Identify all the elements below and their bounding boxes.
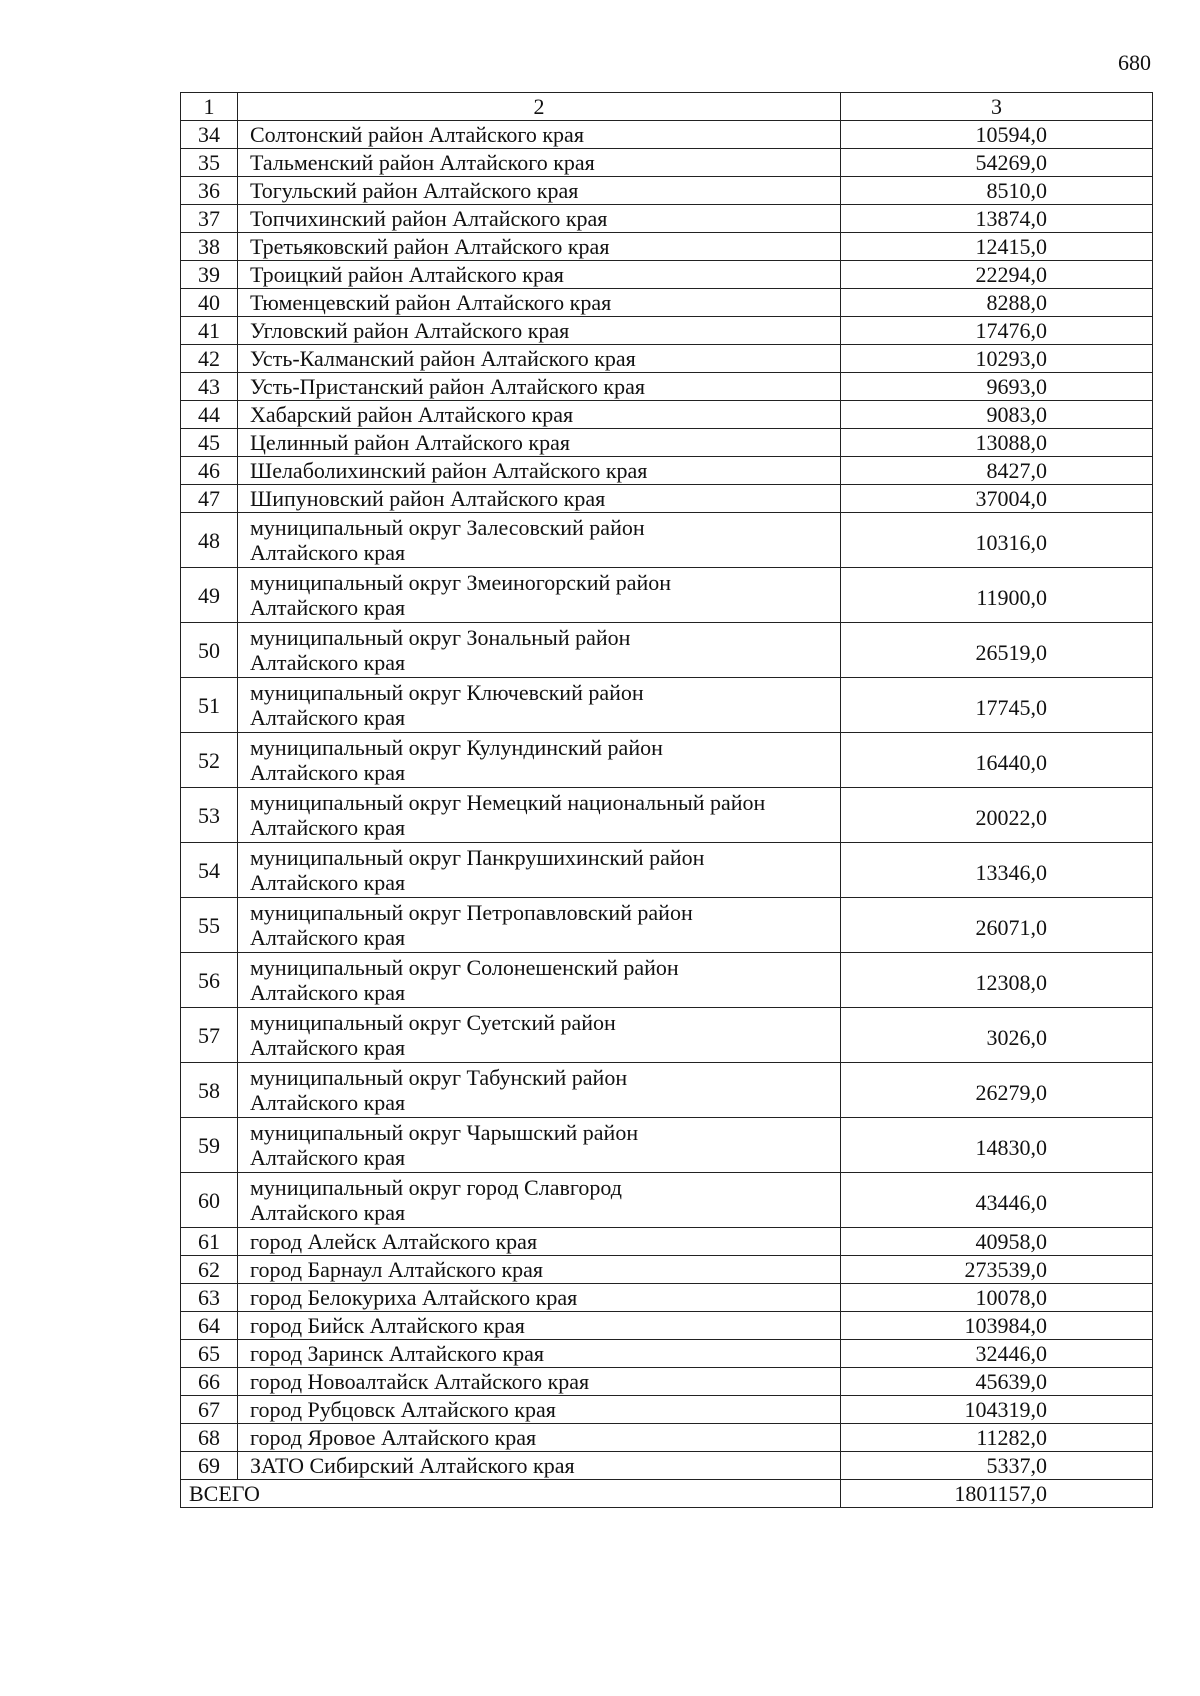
row-value: 10594,0 <box>841 121 1153 149</box>
row-name-line2: Алтайского края <box>250 540 406 565</box>
row-value: 3026,0 <box>841 1008 1153 1063</box>
row-number: 54 <box>181 843 238 898</box>
row-value: 13874,0 <box>841 205 1153 233</box>
row-name-line1: муниципальный округ Залесовский район <box>250 515 645 540</box>
table-row <box>181 149 1153 177</box>
row-name: город Заринск Алтайского края <box>238 1340 841 1368</box>
table-header-row <box>181 93 1153 121</box>
row-value: 45639,0 <box>841 1368 1153 1396</box>
row-number: 42 <box>181 345 238 373</box>
row-value: 9083,0 <box>841 401 1153 429</box>
row-name <box>238 1118 841 1173</box>
row-number: 64 <box>181 1312 238 1340</box>
table-row <box>181 898 1153 953</box>
table-row <box>181 1424 1153 1452</box>
row-name-line2: Алтайского края <box>250 1035 406 1060</box>
row-number: 51 <box>181 678 238 733</box>
row-number: 39 <box>181 261 238 289</box>
row-name: Угловский район Алтайского края <box>238 317 841 345</box>
row-number: 37 <box>181 205 238 233</box>
row-name <box>238 1008 841 1063</box>
row-name-line1: муниципальный округ Панкрушихинский район <box>250 845 705 870</box>
row-name: Троицкий район Алтайского края <box>238 261 841 289</box>
table-row <box>181 345 1153 373</box>
row-value: 13088,0 <box>841 429 1153 457</box>
column-header-name: 2 <box>238 93 841 121</box>
row-value: 16440,0 <box>841 733 1153 788</box>
row-name-line2: Алтайского края <box>250 650 406 675</box>
table-row <box>181 233 1153 261</box>
row-value: 40958,0 <box>841 1228 1153 1256</box>
table-row <box>181 485 1153 513</box>
row-name: Солтонский район Алтайского края <box>238 121 841 149</box>
row-name <box>238 788 841 843</box>
row-value: 37004,0 <box>841 485 1153 513</box>
row-name <box>238 623 841 678</box>
page-number: 680 <box>1118 50 1151 75</box>
row-value: 20022,0 <box>841 788 1153 843</box>
row-value: 26519,0 <box>841 623 1153 678</box>
row-number: 61 <box>181 1228 238 1256</box>
total-value: 1801157,0 <box>841 1480 1153 1508</box>
row-name: город Алейск Алтайского края <box>238 1228 841 1256</box>
row-value: 11282,0 <box>841 1424 1153 1452</box>
row-name-line1: муниципальный округ Немецкий национальный район <box>250 790 766 815</box>
table-row <box>181 289 1153 317</box>
row-name: Тальменский район Алтайского края <box>238 149 841 177</box>
row-value: 103984,0 <box>841 1312 1153 1340</box>
row-number: 44 <box>181 401 238 429</box>
row-name: Третьяковский район Алтайского края <box>238 233 841 261</box>
row-number: 62 <box>181 1256 238 1284</box>
table-body <box>181 121 1153 1480</box>
row-name: город Яровое Алтайского края <box>238 1424 841 1452</box>
row-name-line2: Алтайского края <box>250 760 406 785</box>
row-number: 40 <box>181 289 238 317</box>
row-name: город Новоалтайск Алтайского края <box>238 1368 841 1396</box>
row-name: Усть-Калманский район Алтайского края <box>238 345 841 373</box>
row-value: 26071,0 <box>841 898 1153 953</box>
row-name-line1: муниципальный округ Петропавловский район <box>250 900 693 925</box>
row-name-line2: Алтайского края <box>250 1145 406 1170</box>
row-value: 104319,0 <box>841 1396 1153 1424</box>
row-name: Топчихинский район Алтайского края <box>238 205 841 233</box>
row-value: 8510,0 <box>841 177 1153 205</box>
row-number: 57 <box>181 1008 238 1063</box>
row-name <box>238 898 841 953</box>
table-row <box>181 788 1153 843</box>
row-value: 12415,0 <box>841 233 1153 261</box>
table-row <box>181 733 1153 788</box>
row-value: 32446,0 <box>841 1340 1153 1368</box>
table-row <box>181 1173 1153 1228</box>
row-name <box>238 513 841 568</box>
data-table <box>180 92 1153 1508</box>
row-name-line2: Алтайского края <box>250 980 406 1005</box>
table-row <box>181 1312 1153 1340</box>
row-value: 12308,0 <box>841 953 1153 1008</box>
row-name: ЗАТО Сибирский Алтайского края <box>238 1452 841 1480</box>
table-row <box>181 1340 1153 1368</box>
row-value: 10078,0 <box>841 1284 1153 1312</box>
row-value: 26279,0 <box>841 1063 1153 1118</box>
row-number: 45 <box>181 429 238 457</box>
row-number: 36 <box>181 177 238 205</box>
row-name: Шипуновский район Алтайского края <box>238 485 841 513</box>
row-number: 41 <box>181 317 238 345</box>
row-value: 10316,0 <box>841 513 1153 568</box>
row-name-line1: муниципальный округ Чарышский район <box>250 1120 639 1145</box>
row-name-line1: муниципальный округ Табунский район <box>250 1065 628 1090</box>
row-value: 13346,0 <box>841 843 1153 898</box>
row-value: 17745,0 <box>841 678 1153 733</box>
table-row <box>181 317 1153 345</box>
row-name-line1: муниципальный округ Ключевский район <box>250 680 644 705</box>
row-value: 11900,0 <box>841 568 1153 623</box>
row-number: 58 <box>181 1063 238 1118</box>
row-number: 65 <box>181 1340 238 1368</box>
table-row <box>181 623 1153 678</box>
row-name: Хабарский район Алтайского края <box>238 401 841 429</box>
table-row <box>181 1118 1153 1173</box>
row-number: 35 <box>181 149 238 177</box>
row-number: 56 <box>181 953 238 1008</box>
total-row <box>181 1480 1153 1508</box>
row-name-line2: Алтайского края <box>250 815 406 840</box>
row-number: 43 <box>181 373 238 401</box>
table-row <box>181 1008 1153 1063</box>
row-name-line2: Алтайского края <box>250 925 406 950</box>
row-number: 48 <box>181 513 238 568</box>
total-label: ВСЕГО <box>181 1480 841 1508</box>
row-name-line2: Алтайского края <box>250 595 406 620</box>
row-name: город Белокуриха Алтайского края <box>238 1284 841 1312</box>
row-value: 273539,0 <box>841 1256 1153 1284</box>
row-name <box>238 568 841 623</box>
table-row <box>181 261 1153 289</box>
row-name-line2: Алтайского края <box>250 1200 406 1225</box>
row-number: 53 <box>181 788 238 843</box>
row-number: 63 <box>181 1284 238 1312</box>
row-number: 60 <box>181 1173 238 1228</box>
row-name-line1: муниципальный округ город Славгород <box>250 1175 622 1200</box>
row-name <box>238 1063 841 1118</box>
row-name <box>238 843 841 898</box>
table-row <box>181 1284 1153 1312</box>
row-name: Шелаболихинский район Алтайского края <box>238 457 841 485</box>
table-row <box>181 1063 1153 1118</box>
row-value: 5337,0 <box>841 1452 1153 1480</box>
row-name: город Бийск Алтайского края <box>238 1312 841 1340</box>
row-number: 46 <box>181 457 238 485</box>
row-name <box>238 733 841 788</box>
table-row <box>181 457 1153 485</box>
row-value: 8288,0 <box>841 289 1153 317</box>
row-name-line1: муниципальный округ Змеиногорский район <box>250 570 672 595</box>
table-row <box>181 121 1153 149</box>
column-header-number: 1 <box>181 93 238 121</box>
row-name-line2: Алтайского края <box>250 870 406 895</box>
row-name <box>238 678 841 733</box>
row-name <box>238 953 841 1008</box>
table-row <box>181 429 1153 457</box>
row-name-line1: муниципальный округ Суетский район <box>250 1010 616 1035</box>
table-row <box>181 678 1153 733</box>
row-value: 8427,0 <box>841 457 1153 485</box>
table-row <box>181 1452 1153 1480</box>
table-row <box>181 1368 1153 1396</box>
row-name-line1: муниципальный округ Солонешенский район <box>250 955 679 980</box>
row-number: 67 <box>181 1396 238 1424</box>
row-number: 55 <box>181 898 238 953</box>
row-name <box>238 1173 841 1228</box>
row-number: 34 <box>181 121 238 149</box>
row-value: 17476,0 <box>841 317 1153 345</box>
table-row <box>181 1228 1153 1256</box>
row-name: Усть-Пристанский район Алтайского края <box>238 373 841 401</box>
table-row <box>181 1396 1153 1424</box>
row-name: город Барнаул Алтайского края <box>238 1256 841 1284</box>
row-number: 66 <box>181 1368 238 1396</box>
row-number: 47 <box>181 485 238 513</box>
row-name: Тогульский район Алтайского края <box>238 177 841 205</box>
row-value: 9693,0 <box>841 373 1153 401</box>
row-number: 59 <box>181 1118 238 1173</box>
row-number: 50 <box>181 623 238 678</box>
table-row <box>181 401 1153 429</box>
column-header-value: 3 <box>841 93 1153 121</box>
row-number: 68 <box>181 1424 238 1452</box>
table-row <box>181 513 1153 568</box>
table-row <box>181 843 1153 898</box>
row-value: 14830,0 <box>841 1118 1153 1173</box>
table-row <box>181 177 1153 205</box>
row-name: город Рубцовск Алтайского края <box>238 1396 841 1424</box>
table-row <box>181 953 1153 1008</box>
table-row <box>181 1256 1153 1284</box>
row-number: 69 <box>181 1452 238 1480</box>
row-name-line2: Алтайского края <box>250 1090 406 1115</box>
row-value: 22294,0 <box>841 261 1153 289</box>
row-value: 54269,0 <box>841 149 1153 177</box>
row-number: 52 <box>181 733 238 788</box>
row-name-line2: Алтайского края <box>250 705 406 730</box>
table-row <box>181 205 1153 233</box>
table-row <box>181 373 1153 401</box>
row-value: 43446,0 <box>841 1173 1153 1228</box>
row-name-line1: муниципальный округ Кулундинский район <box>250 735 663 760</box>
row-value: 10293,0 <box>841 345 1153 373</box>
row-number: 49 <box>181 568 238 623</box>
row-number: 38 <box>181 233 238 261</box>
row-name-line1: муниципальный округ Зональный район <box>250 625 631 650</box>
row-name: Тюменцевский район Алтайского края <box>238 289 841 317</box>
table-row <box>181 568 1153 623</box>
row-name: Целинный район Алтайского края <box>238 429 841 457</box>
